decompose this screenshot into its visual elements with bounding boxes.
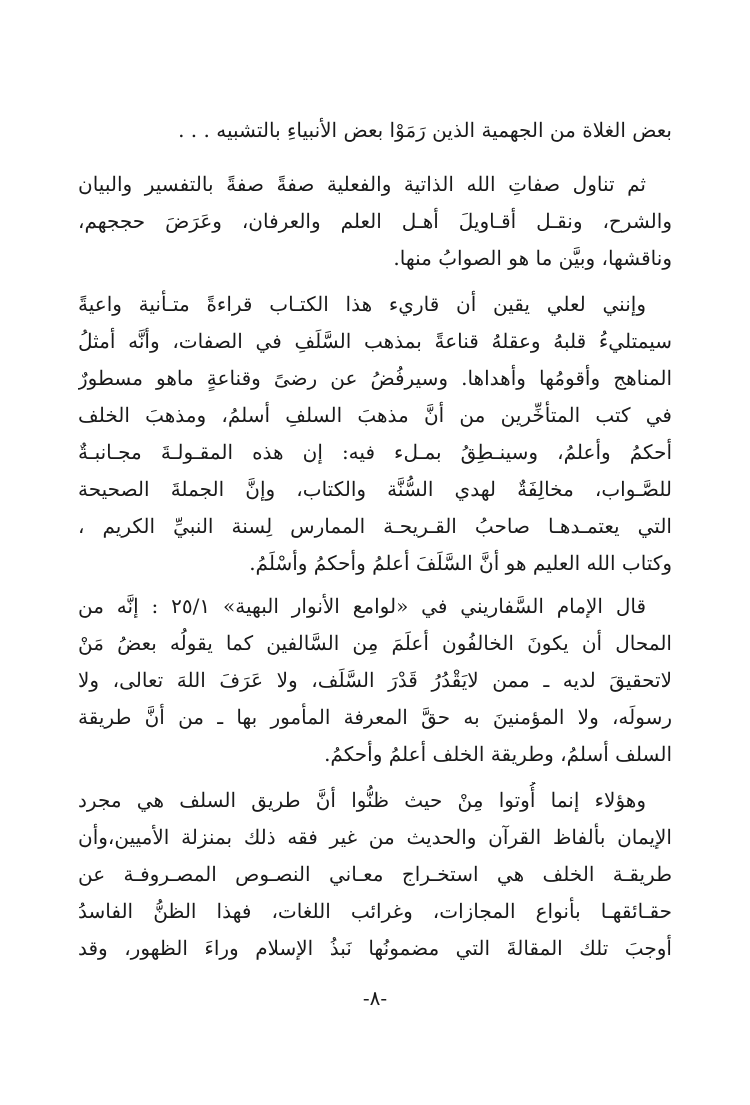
text-line: الإيمان بألفاظ القرآن والحديث من غير فقه ذلك بمنزلة الأميين،وأن (78, 825, 672, 849)
text-line: المناهج وأقومُها وأهداها. وسيرفُضُ عن رضىً وقناعةٍ ماهو مسطورٌ (78, 366, 672, 390)
paragraph-5 (78, 782, 672, 967)
text-line: المحال أن يكونَ الخالفُون أعلَمَ مِن السَّالفين كما يقولُه بعضُ مَنْ (78, 631, 672, 655)
text-line: وإنني لعلي يقين أن قاريء هذا الكتـاب قراءةً متـأنية واعيةً (78, 292, 646, 316)
text-line: حقـائقهـا بأنواع المجازات، وغرائب اللغات، فهذا الظنُّ الفاسدُ (78, 899, 672, 923)
text-line: سيمتليءُ قلبهُ وعقلهُ قناعةً بمذهب السَّلَفِ في الصفات، وأنَّه أمثلُ (78, 329, 672, 353)
paragraph-4 (78, 588, 672, 773)
page-number: -٨- (362, 986, 388, 1010)
text-line: ثم تناول صفاتِ الله الذاتية والفعلية صفةً صفةً بالتفسير والبيان (78, 172, 646, 196)
text-line: في كتب المتأخِّرين من أنَّ مذهبَ السلفِ أسلمُ، ومذهبَ الخلف (78, 403, 672, 427)
text-line: لاتحقيقَ لديه ـ ممن لايَقْدُرُ قَدْرَ السَّلَف، ولا عَرَفَ اللهَ تعالى، ولا (78, 668, 672, 692)
text-line: بعض الغلاة من الجهمية الذين رَمَوْا بعض الأنبياءِ بالتشبيه . . . (178, 118, 672, 142)
paragraph-1 (78, 112, 672, 149)
text-line: أوجبَ تلك المقالةَ التي مضمونُها نَبذُ الإسلام وراءَ الظهور، وقد (78, 936, 672, 960)
text-line: وناقشها، وبيَّن ما هو الصوابُ منها. (393, 246, 672, 270)
text-line: طريقـة الخلف هي استخـراج معـاني النصـوص المصـروفـة عن (78, 862, 672, 886)
text-line: وهؤلاء إنما أُوتوا مِنْ حيث ظنُّوا أنَّ طريق السلف هي مجرد (78, 788, 646, 812)
paragraph-3 (78, 286, 672, 582)
text-line: رسولَه، ولا المؤمنينَ به حقَّ المعرفة المأمور بها ـ من أنَّ طريقة (78, 705, 672, 729)
text-line: وكتاب الله العليم هو أنَّ السَّلَفَ أعلمُ وأحكمُ وأسْلَمُ. (249, 551, 672, 575)
paragraph-2 (78, 166, 672, 277)
text-line: التي يعتمـدهـا صاحبُ القـريحـة الممارس لِسنة النبيِّ الكريم ، (78, 514, 672, 538)
text-line: قال الإمام السَّفاريني في «لوامع الأنوار البهية» ٢٥/١ : إنَّه من (78, 594, 646, 618)
text-line: للصَّـواب، مخالِفَةٌ لهدي السُّنَّة والكتاب، وإنَّ الجملةَ الصحيحة (78, 477, 672, 501)
text-line: السلف أسلمُ، وطريقة الخلف أعلمُ وأحكمُ. (324, 742, 672, 766)
text-line: أحكمُ وأعلمُ، وسينـطِقُ بمـلء فيه: إن هذه المقـولـةَ مجـانبـةٌ (78, 440, 672, 464)
text-line: والشرح، ونقـل أقـاويلَ أهـل العلم والعرفان، وعَرَضَ حججهم، (78, 209, 672, 233)
